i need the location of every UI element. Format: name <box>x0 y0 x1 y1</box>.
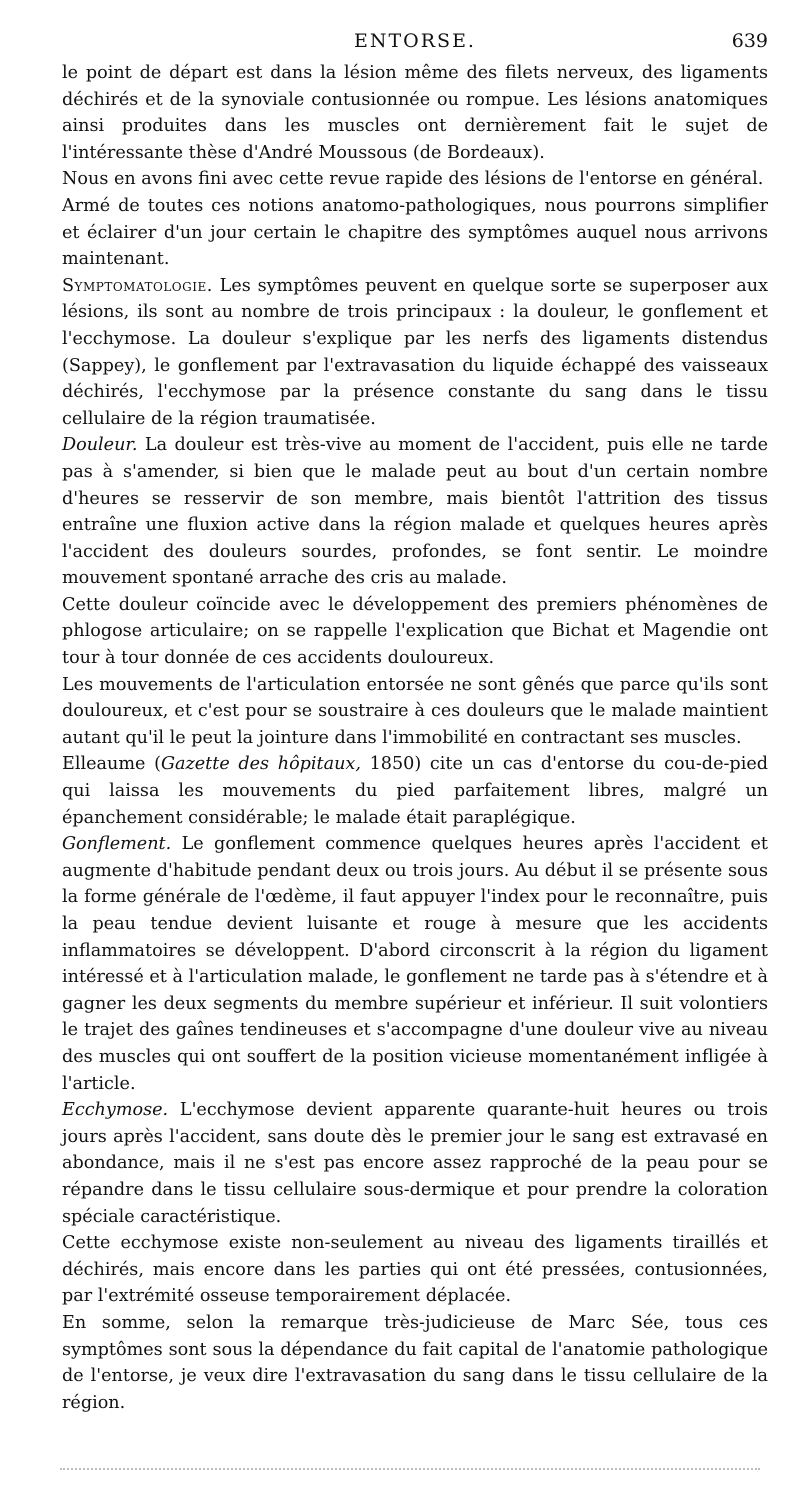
paragraph-text: Les symptômes peuvent en quelque sorte se superposer aux lésions, ils sont au nombre de trois principaux : la douleur, le gonflement et l'ecchymose. La douleur s'explique par les nerfs des ligaments distendus (Sappey), le gonflement par l'extravasation du liquide échappé des vaisseaux déchirés, l'ecchymose par la présence constante du sang dans le tissu cellulaire de la région traumatisée. <box>62 275 768 429</box>
paragraph-ecchymose-extent: Cette ecchymose existe non-seulement au niveau des ligaments tiraillés et déchirés, mais encore dans les parties qui ont été pressées, contusionnées, par l'extrémité osseuse temporairement déplacée. <box>62 1233 768 1307</box>
subheading-douleur: Douleur. <box>62 435 138 456</box>
paragraph-transition: Armé de toutes ces notions anatomo-pathologiques, nous pourrons simplifier et éclairer d'un jour certain le chapitre des symptômes auquel nous arrivons maintenant. <box>62 195 768 270</box>
running-head <box>62 30 768 58</box>
body-text <box>62 60 768 1416</box>
bottom-page-artifact <box>60 1468 760 1470</box>
paragraph-mouvements: Les mouvements de l'articulation entorsée ne sont gênés que parce qu'ils sont douloureux, et c'est pour se soustraire à ces douleurs que le malade maintient autant qu'il le peut la jointure dans l'immobilité en contractant ses muscles. <box>62 674 768 748</box>
citation-journal: Gazette des hôpitaux, <box>160 754 361 775</box>
running-title: ENTORSE. <box>354 30 476 52</box>
paragraph-lesions-summary: Nous en avons fini avec cette revue rapide des lésions de l'entorse en général. <box>62 169 764 190</box>
subheading-ecchymose: Ecchymose. <box>62 1100 169 1121</box>
paragraph-gonflement <box>62 831 768 1097</box>
paragraph-text: L'ecchymose devient apparente quarante-huit heures ou trois jours après l'accident, sans doute dès le premier jour le sang est extravasé en abondance, mais il ne s'est pas encore assez rapproché de la peau pour se répandre dans le tissu cellulaire sous-dermique et pour prendre la coloration spéciale caractéristique. <box>62 1100 768 1227</box>
paragraph-text: Elleaume ( <box>62 754 161 775</box>
page-number: 639 <box>731 30 768 52</box>
paragraph-text: Le gonflement commence quelques heures après l'accident et augmente d'habitude pendant deux ou trois jours. Au début il se présente sous la forme générale de l'œdème, il faut appuyer l'index pour le reconnaître, puis la peau tendue devient luisante et rouge à mesure que les accidents inflammatoires se développent. D'abord circonscrit à la région du ligament intéressé et à l'articulation malade, le gonflement ne tarde pas à s'étendre et à gagner les deux segments du membre supérieur et inférieur. Il suit volontiers le trajet des gaînes tendineuses et s'accompagne d'une douleur vive au niveau des muscles qui ont souffert de la position vicieuse momentanément infligée à l'article. <box>62 834 768 1094</box>
paragraph-conclusion: En somme, selon la remarque très-judicieuse de Marc Sée, tous ces symptômes sont sous la dépendance du fait capital de l'anatomie pathologique de l'entorse, je veux dire l'extravasation du sang dans le tissu cellulaire de la région. <box>62 1312 768 1413</box>
paragraph-ecchymose <box>62 1097 768 1230</box>
paragraph-phlogose: Cette douleur coïncide avec le développement des premiers phénomènes de phlogose articulaire; on se rappelle l'explication que Bichat et Magendie ont tour à tour donnée de ces accidents douloureux. <box>62 594 768 669</box>
paragraph-text: La douleur est très-vive au moment de l'accident, puis elle ne tarde pas à s'amender, si bien que le malade peut au bout d'un certain nombre d'heures se resservir de son membre, mais bientôt l'attrition des tissus entraîne une fluxion active dans la région malade et quelques heures après l'accident des douleurs sourdes, profondes, se font sentir. Le moindre mouvement spontané arrache des cris au malade. <box>62 435 768 589</box>
paragraph-text: 1850) cite un cas d'entorse du cou-de-pied qui laissa les mouvements du pied parfaitement libres, malgré un épanchement considérable; le malade était paraplégique. <box>62 754 768 828</box>
paragraph-douleur <box>62 432 768 592</box>
section-heading-symptomatologie: Symptomatologie. <box>62 275 213 296</box>
paragraph-continuation: le point de départ est dans la lésion même des filets nerveux, des ligaments déchirés et de la synoviale contusionnée ou rompue. Les lésions anatomiques ainsi produites dans les muscles ont dernièrement fait le sujet de l'intéressante thèse d'André Moussous (de Bordeaux). <box>62 63 768 163</box>
subheading-gonflement: Gonflement. <box>62 834 172 855</box>
paragraph-symptomatologie <box>62 273 768 433</box>
paragraph-elleaume <box>62 751 768 831</box>
